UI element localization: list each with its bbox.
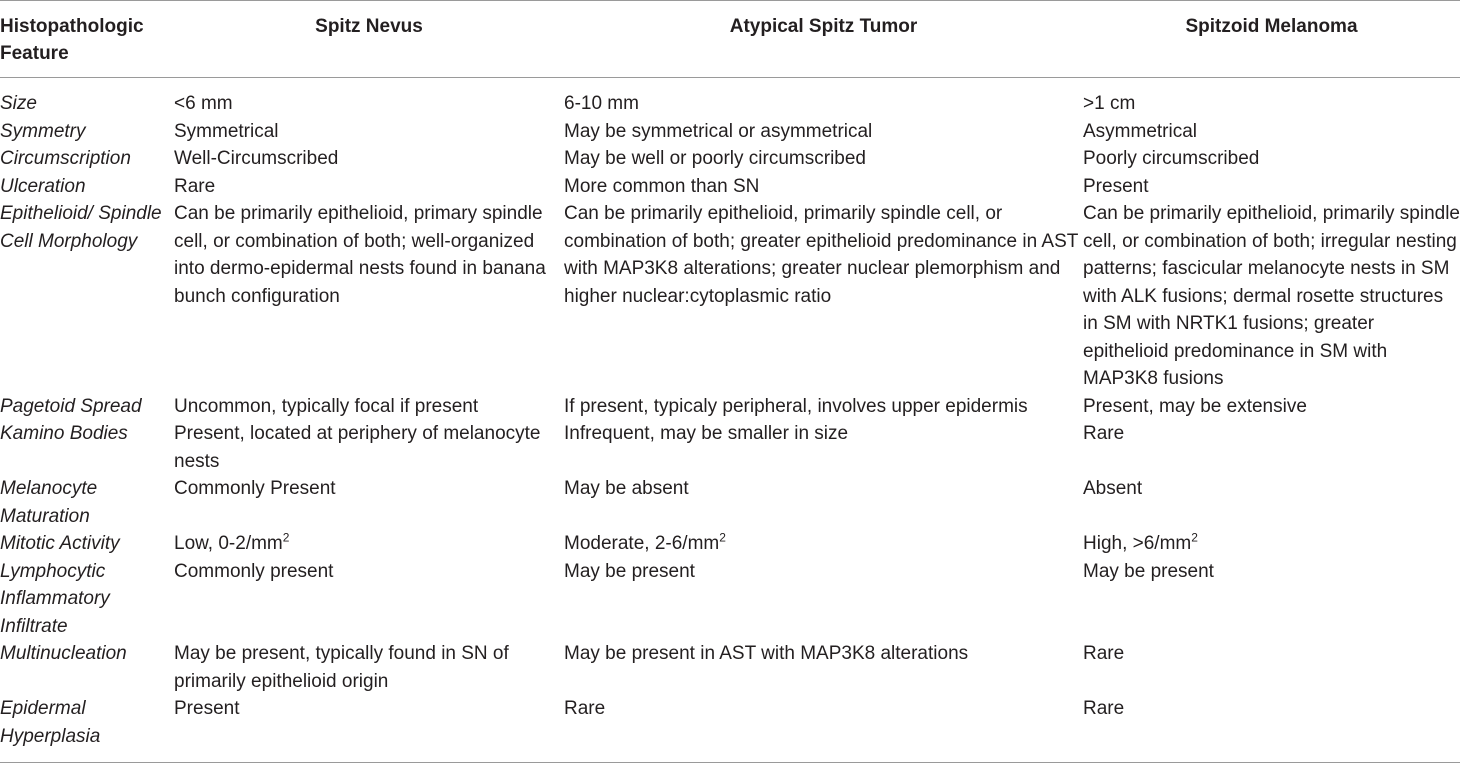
atypical-spitz-tumor-cell: May be symmetrical or asymmetrical	[564, 120, 873, 142]
spitz-nevus-cell: Commonly Present	[174, 478, 336, 499]
header-atypical-spitz-tumor: Atypical Spitz Tumor	[729, 16, 918, 37]
spitzoid-melanoma-cell: >1 cm	[1083, 93, 1136, 114]
table-row	[0, 145, 1460, 173]
table-row	[0, 530, 1460, 558]
table-row	[0, 118, 1460, 146]
spitz-nevus-cell: May be present, typically found in SN of primarily epithelioid origin	[174, 643, 509, 692]
spitz-nevus-cell: Well-Circumscribed	[174, 148, 339, 169]
spitzoid-melanoma-cell: Present	[1083, 175, 1149, 197]
atypical-spitz-tumor-cell: Infrequent, may be smaller in size	[564, 423, 849, 444]
mitotic-value-text: High, >6/mm	[1083, 533, 1192, 554]
feature-cell: Epithelioid/ Spindle Cell Morphology	[0, 203, 162, 252]
spitzoid-melanoma-cell: Absent	[1083, 478, 1143, 499]
atypical-spitz-tumor-cell: 6-10 mm	[564, 93, 639, 114]
spitzoid-melanoma-cell: Can be primarily epithelioid, primarily spindle cell, or combination of both; irregular nesting patterns; fascicular melanocyte nests in SM with ALK fusions; dermal rosette structures in SM with NRTK1 fusions; greater epithelioid predominance in SM with MAP3K8 fusions	[1083, 203, 1460, 389]
spitz-nevus-cell: Can be primarily epithelioid, primary spindle cell, or combination of both; well-organized into dermo-epidermal nests found in banana bunch configuration	[174, 203, 546, 307]
atypical-spitz-tumor-cell: May be well or poorly circumscribed	[564, 148, 866, 169]
atypical-spitz-tumor-cell: Rare	[564, 698, 606, 719]
mitotic-value-text: Moderate, 2-6/mm	[564, 533, 720, 554]
table-body	[0, 78, 1460, 763]
table-row	[0, 558, 1460, 641]
table-row	[0, 78, 1460, 118]
spitzoid-melanoma-cell: Present, may be extensive	[1083, 395, 1307, 417]
table-header	[0, 1, 1460, 78]
spitz-nevus-cell	[174, 530, 564, 558]
feature-cell: Symmetry	[0, 120, 86, 142]
spitz-nevus-cell: Present	[174, 698, 240, 719]
atypical-spitz-tumor-cell	[564, 530, 1083, 558]
atypical-spitz-tumor-cell: If present, typicaly peripheral, involves upper epidermis	[564, 395, 1028, 417]
table-row	[0, 173, 1460, 201]
spitzoid-melanoma-cell: Rare	[1083, 698, 1125, 719]
feature-cell: Epidermal Hyperplasia	[0, 698, 101, 747]
superscript-exponent: 2	[719, 530, 726, 545]
atypical-spitz-tumor-cell: May be absent	[564, 478, 689, 499]
spitz-nevus-cell: Commonly present	[174, 560, 334, 582]
atypical-spitz-tumor-cell: May be present	[564, 560, 695, 582]
header-histopathologic-feature: Histopathologic Feature	[0, 16, 144, 64]
superscript-exponent: 2	[1191, 530, 1198, 545]
table-row	[0, 393, 1460, 421]
spitzoid-melanoma-cell	[1083, 530, 1460, 558]
superscript-exponent: 2	[282, 530, 290, 545]
spitz-nevus-cell: Rare	[174, 175, 216, 197]
table-row	[0, 420, 1460, 475]
table-row	[0, 200, 1460, 393]
table-row	[0, 695, 1460, 763]
mitotic-value-text: Low, 0-2/mm	[174, 533, 283, 554]
table-row	[0, 640, 1460, 695]
spitz-nevus-cell: <6 mm	[174, 93, 233, 114]
feature-cell: Melanocyte Maturation	[0, 478, 98, 527]
header-spitz-nevus: Spitz Nevus	[315, 16, 423, 37]
header-spitzoid-melanoma: Spitzoid Melanoma	[1185, 16, 1358, 37]
feature-cell: Mitotic Activity	[0, 533, 120, 554]
spitzoid-melanoma-cell: Rare	[1083, 643, 1125, 664]
feature-cell: Ulceration	[0, 175, 86, 197]
spitz-nevus-cell: Present, located at periphery of melanocyte nests	[174, 423, 541, 472]
feature-cell: Lymphocytic Inflammatory Infiltrate	[0, 560, 110, 637]
feature-cell: Multinucleation	[0, 643, 127, 664]
spitzoid-melanoma-cell: May be present	[1083, 560, 1214, 582]
table-row	[0, 475, 1460, 530]
atypical-spitz-tumor-cell: More common than SN	[564, 175, 760, 197]
feature-cell: Circumscription	[0, 148, 131, 169]
atypical-spitz-tumor-cell: Can be primarily epithelioid, primarily spindle cell, or combination of both; greater epithelioid predominance in AST with MAP3K8 alterations; greater nuclear plemorphism and higher nuclear:cytoplasmic ratio	[564, 203, 1079, 307]
feature-cell: Size	[0, 93, 37, 114]
feature-cell: Kamino Bodies	[0, 423, 128, 444]
feature-cell: Pagetoid Spread	[0, 395, 142, 417]
spitz-nevus-cell: Symmetrical	[174, 120, 279, 142]
spitzoid-melanoma-cell: Poorly circumscribed	[1083, 148, 1260, 169]
atypical-spitz-tumor-cell: May be present in AST with MAP3K8 alterations	[564, 643, 969, 664]
spitzoid-melanoma-cell: Rare	[1083, 423, 1125, 444]
spitzoid-melanoma-cell: Asymmetrical	[1083, 120, 1198, 142]
spitz-nevus-cell: Uncommon, typically focal if present	[174, 395, 479, 417]
header-row	[0, 1, 1460, 78]
